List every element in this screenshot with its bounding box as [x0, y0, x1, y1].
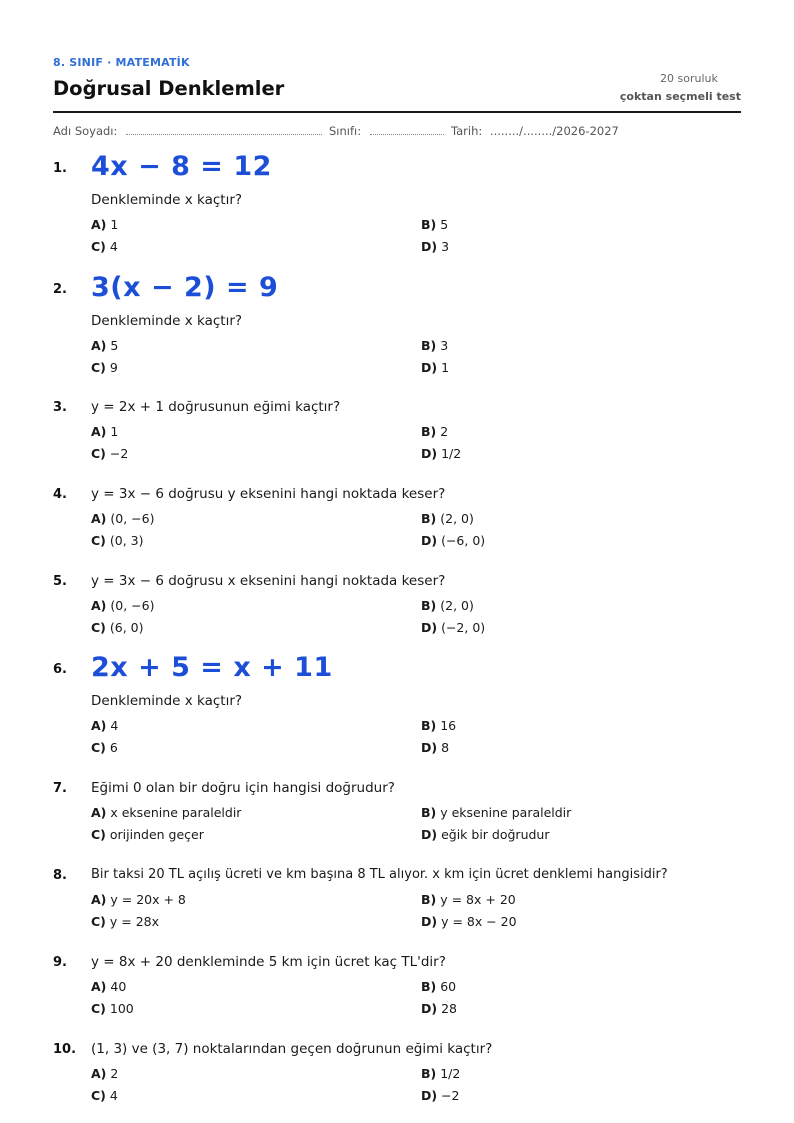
- header-rule: [53, 111, 741, 113]
- option-value: 5: [440, 217, 449, 232]
- option-d[interactable]: [421, 1088, 460, 1103]
- option-value: (0, −6): [110, 598, 155, 613]
- question-number: 7.: [53, 781, 67, 796]
- option-a[interactable]: [91, 1066, 118, 1081]
- option-d[interactable]: [421, 360, 449, 375]
- option-value: (6, 0): [109, 620, 144, 635]
- option-value: orijinden geçer: [109, 827, 204, 842]
- option-c[interactable]: [91, 239, 118, 254]
- option-c[interactable]: [91, 360, 118, 375]
- option-d[interactable]: [421, 620, 485, 635]
- option-value: y = 28x: [109, 914, 159, 929]
- question-text: y = 2x + 1 doğrusunun eğimi kaçtır?: [91, 399, 341, 415]
- question-number: 10.: [53, 1042, 77, 1057]
- option-d[interactable]: [421, 533, 485, 548]
- option-letter: D): [421, 620, 438, 635]
- option-letter: C): [91, 914, 106, 929]
- option-letter: D): [421, 1088, 438, 1103]
- option-value: y = 8x + 20: [440, 892, 516, 907]
- option-value: 4: [109, 1088, 118, 1103]
- option-letter: B): [421, 892, 437, 907]
- question-text: y = 3x − 6 doğrusu x eksenini hangi noktada keser?: [91, 573, 446, 589]
- option-letter: C): [91, 239, 106, 254]
- option-letter: C): [91, 740, 106, 755]
- option-a[interactable]: [91, 598, 154, 613]
- option-value: 1: [110, 217, 119, 232]
- option-value: 60: [440, 979, 457, 994]
- question-number: 4.: [53, 487, 67, 502]
- question-text: Denkleminde x kaçtır?: [91, 192, 243, 208]
- option-b[interactable]: [421, 718, 456, 733]
- option-a[interactable]: [91, 718, 118, 733]
- option-letter: C): [91, 360, 106, 375]
- option-letter: C): [91, 446, 106, 461]
- option-letter: D): [421, 827, 438, 842]
- question-text: Denkleminde x kaçtır?: [91, 693, 243, 709]
- option-value: 100: [109, 1001, 134, 1016]
- option-value: 6: [109, 740, 118, 755]
- option-value: (0, 3): [109, 533, 144, 548]
- option-letter: C): [91, 620, 106, 635]
- option-b[interactable]: [421, 979, 456, 994]
- class-label: Sınıfı:: [329, 124, 362, 138]
- option-value: 9: [109, 360, 118, 375]
- question-text: Bir taksi 20 TL açılış ücreti ve km başına 8 TL alıyor. x km için ücret denklemi hangisidir?: [91, 867, 668, 882]
- question-equation: 4x − 8 = 12: [91, 151, 272, 182]
- option-letter: B): [421, 511, 437, 526]
- option-letter: A): [91, 598, 107, 613]
- option-c[interactable]: [91, 1001, 134, 1016]
- class-field[interactable]: [329, 124, 444, 138]
- option-letter: D): [421, 914, 438, 929]
- option-b[interactable]: [421, 805, 571, 820]
- option-d[interactable]: [421, 827, 549, 842]
- option-letter: D): [421, 533, 438, 548]
- option-value: y eksenine paraleldir: [440, 805, 572, 820]
- option-value: 5: [110, 338, 119, 353]
- question-number: 3.: [53, 400, 67, 415]
- option-letter: D): [421, 740, 438, 755]
- option-c[interactable]: [91, 533, 143, 548]
- question-count: 20 soruluk: [660, 72, 718, 85]
- question-number: 1.: [53, 161, 67, 176]
- name-label: Adı Soyadı:: [53, 124, 118, 138]
- option-value: eğik bir doğrudur: [441, 827, 550, 842]
- option-b[interactable]: [421, 424, 448, 439]
- option-c[interactable]: [91, 1088, 118, 1103]
- question-number: 5.: [53, 574, 67, 589]
- option-letter: B): [421, 979, 437, 994]
- option-d[interactable]: [421, 1001, 457, 1016]
- option-a[interactable]: [91, 979, 126, 994]
- option-letter: D): [421, 360, 438, 375]
- option-value: (−2, 0): [441, 620, 486, 635]
- option-value: 3: [441, 239, 450, 254]
- option-value: 1: [441, 360, 450, 375]
- option-value: −2: [109, 446, 129, 461]
- option-letter: D): [421, 1001, 438, 1016]
- option-c[interactable]: [91, 446, 128, 461]
- page-title: Doğrusal Denklemler: [53, 77, 285, 100]
- option-letter: A): [91, 511, 107, 526]
- option-c[interactable]: [91, 740, 118, 755]
- option-value: 8: [441, 740, 450, 755]
- option-value: 28: [441, 1001, 457, 1016]
- option-value: y = 8x − 20: [441, 914, 517, 929]
- test-meta: [541, 72, 741, 103]
- name-blank[interactable]: [126, 125, 322, 135]
- option-c[interactable]: [91, 914, 159, 929]
- option-value: (2, 0): [440, 598, 474, 613]
- option-letter: D): [421, 446, 438, 461]
- option-value: (−6, 0): [441, 533, 486, 548]
- date-label: Tarih:: [451, 124, 483, 138]
- option-letter: A): [91, 979, 107, 994]
- option-b[interactable]: [421, 892, 516, 907]
- option-letter: B): [421, 217, 437, 232]
- option-c[interactable]: [91, 620, 143, 635]
- option-value: x eksenine paraleldir: [110, 805, 242, 820]
- option-letter: B): [421, 718, 437, 733]
- option-letter: B): [421, 1066, 437, 1081]
- option-b[interactable]: [421, 598, 474, 613]
- question-equation: 2x + 5 = x + 11: [91, 652, 333, 683]
- option-letter: A): [91, 338, 107, 353]
- question-number: 8.: [53, 868, 67, 883]
- option-letter: B): [421, 424, 437, 439]
- student-fields: [53, 124, 741, 140]
- option-a[interactable]: [91, 892, 186, 907]
- option-d[interactable]: [421, 239, 449, 254]
- question-number: 6.: [53, 662, 67, 677]
- test-kind: çoktan seçmeli test: [619, 90, 741, 103]
- option-letter: A): [91, 217, 107, 232]
- option-value: 1/2: [441, 446, 462, 461]
- option-b[interactable]: [421, 338, 448, 353]
- option-value: 4: [109, 239, 118, 254]
- option-b[interactable]: [421, 217, 448, 232]
- question-text: y = 8x + 20 denkleminde 5 km için ücret kaç TL'dir?: [91, 954, 446, 970]
- option-d[interactable]: [421, 740, 449, 755]
- option-letter: A): [91, 718, 107, 733]
- question-equation: 3(x − 2) = 9: [91, 272, 279, 303]
- option-letter: C): [91, 827, 106, 842]
- option-d[interactable]: [421, 914, 517, 929]
- option-letter: C): [91, 533, 106, 548]
- option-value: (2, 0): [440, 511, 474, 526]
- option-a[interactable]: [91, 217, 118, 232]
- question-text: y = 3x − 6 doğrusu y eksenini hangi noktada keser?: [91, 486, 446, 502]
- option-a[interactable]: [91, 511, 154, 526]
- question-text: Denkleminde x kaçtır?: [91, 313, 243, 329]
- option-value: 16: [440, 718, 457, 733]
- grade-subject-label: 8. SINIF · MATEMATİK: [53, 56, 190, 69]
- option-value: 40: [110, 979, 127, 994]
- option-value: 3: [440, 338, 449, 353]
- option-b[interactable]: [421, 1066, 460, 1081]
- option-c[interactable]: [91, 827, 204, 842]
- option-value: 4: [110, 718, 119, 733]
- option-value: 1: [110, 424, 119, 439]
- option-letter: A): [91, 805, 107, 820]
- option-value: (0, −6): [110, 511, 155, 526]
- option-value: −2: [441, 1088, 460, 1103]
- option-a[interactable]: [91, 424, 118, 439]
- option-letter: A): [91, 892, 107, 907]
- question-text: (1, 3) ve (3, 7) noktalarından geçen doğrunun eğimi kaçtır?: [91, 1041, 493, 1057]
- date-field[interactable]: [451, 124, 619, 138]
- option-value: y = 20x + 8: [110, 892, 186, 907]
- class-blank[interactable]: [370, 125, 444, 135]
- option-value: 2: [440, 424, 449, 439]
- option-letter: B): [421, 338, 437, 353]
- option-b[interactable]: [421, 511, 474, 526]
- option-letter: B): [421, 805, 437, 820]
- option-letter: A): [91, 424, 107, 439]
- option-letter: C): [91, 1088, 106, 1103]
- option-letter: B): [421, 598, 437, 613]
- option-a[interactable]: [91, 805, 241, 820]
- question-number: 9.: [53, 955, 67, 970]
- option-letter: D): [421, 239, 438, 254]
- option-value: 1/2: [440, 1066, 461, 1081]
- option-value: 2: [110, 1066, 119, 1081]
- question-text: Eğimi 0 olan bir doğru için hangisi doğrudur?: [91, 780, 395, 796]
- option-letter: A): [91, 1066, 107, 1081]
- option-a[interactable]: [91, 338, 118, 353]
- name-field[interactable]: [53, 124, 322, 138]
- option-letter: C): [91, 1001, 106, 1016]
- option-d[interactable]: [421, 446, 461, 461]
- date-value: ......../......../2026-2027: [489, 124, 619, 138]
- question-number: 2.: [53, 282, 67, 297]
